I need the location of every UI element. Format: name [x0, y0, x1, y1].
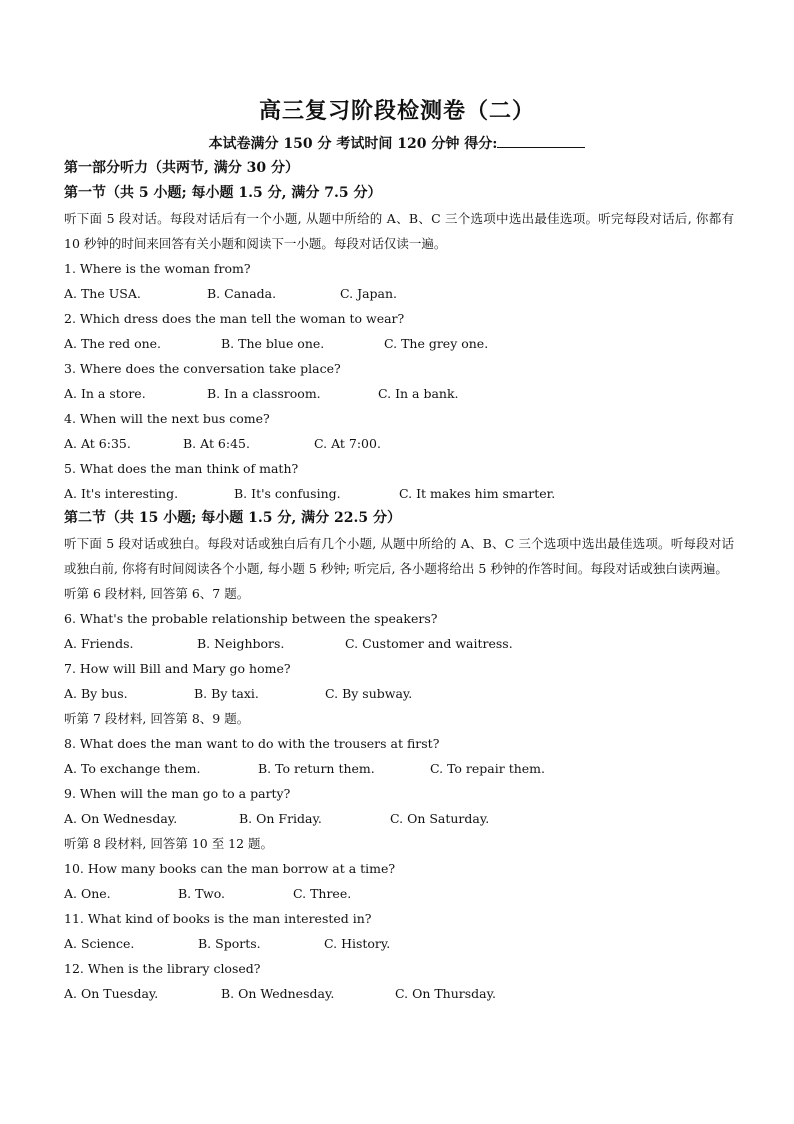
- section1-instruction: 听下面 5 段对话。每段对话后有一个小题, 从题中所给的 A、B、C 三个选项中选出最佳选项。听完每段对话后, 你都有 10 秒钟的时间来回答有关小题和阅读下一小题。每段对话仅读一遍。: [64, 211, 734, 251]
- material-note: 听第 6 段材料, 回答第 6、7 题。: [64, 586, 250, 601]
- question-text: 6. What's the probable relationship between the speakers?: [64, 611, 438, 626]
- option-b: B. On Friday.: [239, 811, 322, 826]
- section2-heading: 第二节（共 15 小题; 每小题 1.5 分, 满分 22.5 分）: [64, 510, 401, 526]
- option-c: C. The grey one.: [384, 336, 489, 351]
- question-text: 8. What does the man want to do with the trousers at first?: [64, 736, 440, 751]
- option-a: A. Science.: [64, 936, 135, 951]
- option-c: C. Japan.: [340, 286, 398, 301]
- options-row: [64, 331, 734, 356]
- option-c: C. On Thursday.: [395, 986, 496, 1001]
- option-a: A. The USA.: [64, 286, 141, 301]
- option-b: B. In a classroom.: [207, 386, 321, 401]
- options-row: [64, 381, 734, 406]
- question-text: 1. Where is the woman from?: [64, 261, 251, 276]
- page-title: 高三复习阶段检测卷（二）: [258, 98, 535, 124]
- option-a: A. It's interesting.: [64, 486, 179, 501]
- options-row: [64, 481, 734, 506]
- option-a: A. To exchange them.: [64, 761, 201, 776]
- option-c: C. History.: [324, 936, 391, 951]
- option-c: C. Three.: [293, 886, 352, 901]
- option-c: C. In a bank.: [378, 386, 459, 401]
- option-b: B. Canada.: [207, 286, 277, 301]
- question-text: 4. When will the next bus come?: [64, 411, 270, 426]
- option-a: A. On Wednesday.: [64, 811, 178, 826]
- exam-content: [64, 156, 734, 1006]
- option-c: C. At 7:00.: [314, 436, 381, 451]
- question-text: 5. What does the man think of math?: [64, 461, 299, 476]
- section2-instruction: 听下面 5 段对话或独白。每段对话或独白后有几个小题, 从题中所给的 A、B、C 三个选项中选出最佳选项。听每段对话或独白前, 你将有时间阅读各个小题, 每小题 5 秒钟; 听完后, 各小题将给出 5 秒钟的作答时间。每段对话或独白读两遍。: [64, 536, 734, 576]
- question-text: 7. How will Bill and Mary go home?: [64, 661, 291, 676]
- options-row: [64, 806, 734, 831]
- option-b: B. Two.: [178, 886, 226, 901]
- options-row: [64, 881, 734, 906]
- option-b: B. It's confusing.: [234, 486, 341, 501]
- option-a: A. In a store.: [64, 386, 146, 401]
- option-c: C. On Saturday.: [390, 811, 490, 826]
- option-b: B. Neighbors.: [197, 636, 285, 651]
- exam-info: [0, 133, 794, 153]
- question-text: 11. What kind of books is the man interested in?: [64, 911, 372, 926]
- option-b: B. By taxi.: [194, 686, 259, 701]
- option-a: A. At 6:35.: [64, 436, 131, 451]
- option-b: B. On Wednesday.: [221, 986, 335, 1001]
- option-b: B. At 6:45.: [183, 436, 250, 451]
- option-a: A. The red one.: [64, 336, 162, 351]
- option-b: B. To return them.: [258, 761, 375, 776]
- option-c: C. By subway.: [325, 686, 413, 701]
- section1-heading: 第一节（共 5 小题; 每小题 1.5 分, 满分 7.5 分）: [64, 185, 382, 201]
- option-b: B. Sports.: [198, 936, 261, 951]
- option-b: B. The blue one.: [221, 336, 325, 351]
- part1-heading: 第一部分听力（共两节, 满分 30 分）: [64, 160, 299, 176]
- option-c: C. Customer and waitress.: [345, 636, 513, 651]
- question-text: 3. Where does the conversation take place?: [64, 361, 341, 376]
- options-row: [64, 681, 734, 706]
- question-text: 9. When will the man go to a party?: [64, 786, 291, 801]
- question-text: 10. How many books can the man borrow at a time?: [64, 861, 396, 876]
- options-row: [64, 931, 734, 956]
- material-note: 听第 8 段材料, 回答第 10 至 12 题。: [64, 836, 274, 851]
- options-row: [64, 756, 734, 781]
- option-a: A. One.: [64, 886, 111, 901]
- exam-info-text: 本试卷满分 150 分 考试时间 120 分钟 得分:: [208, 136, 498, 152]
- options-row: [64, 431, 734, 456]
- question-text: 12. When is the library closed?: [64, 961, 261, 976]
- options-row: [64, 281, 734, 306]
- material-note: 听第 7 段材料, 回答第 8、9 题。: [64, 711, 250, 726]
- options-row: [64, 631, 734, 656]
- options-row: [64, 981, 734, 1006]
- option-c: C. To repair them.: [430, 761, 546, 776]
- option-a: A. Friends.: [64, 636, 134, 651]
- question-text: 2. Which dress does the man tell the woman to wear?: [64, 311, 405, 326]
- option-a: A. By bus.: [64, 686, 128, 701]
- score-blank: [497, 134, 585, 148]
- option-a: A. On Tuesday.: [64, 986, 159, 1001]
- option-c: C. It makes him smarter.: [399, 486, 556, 501]
